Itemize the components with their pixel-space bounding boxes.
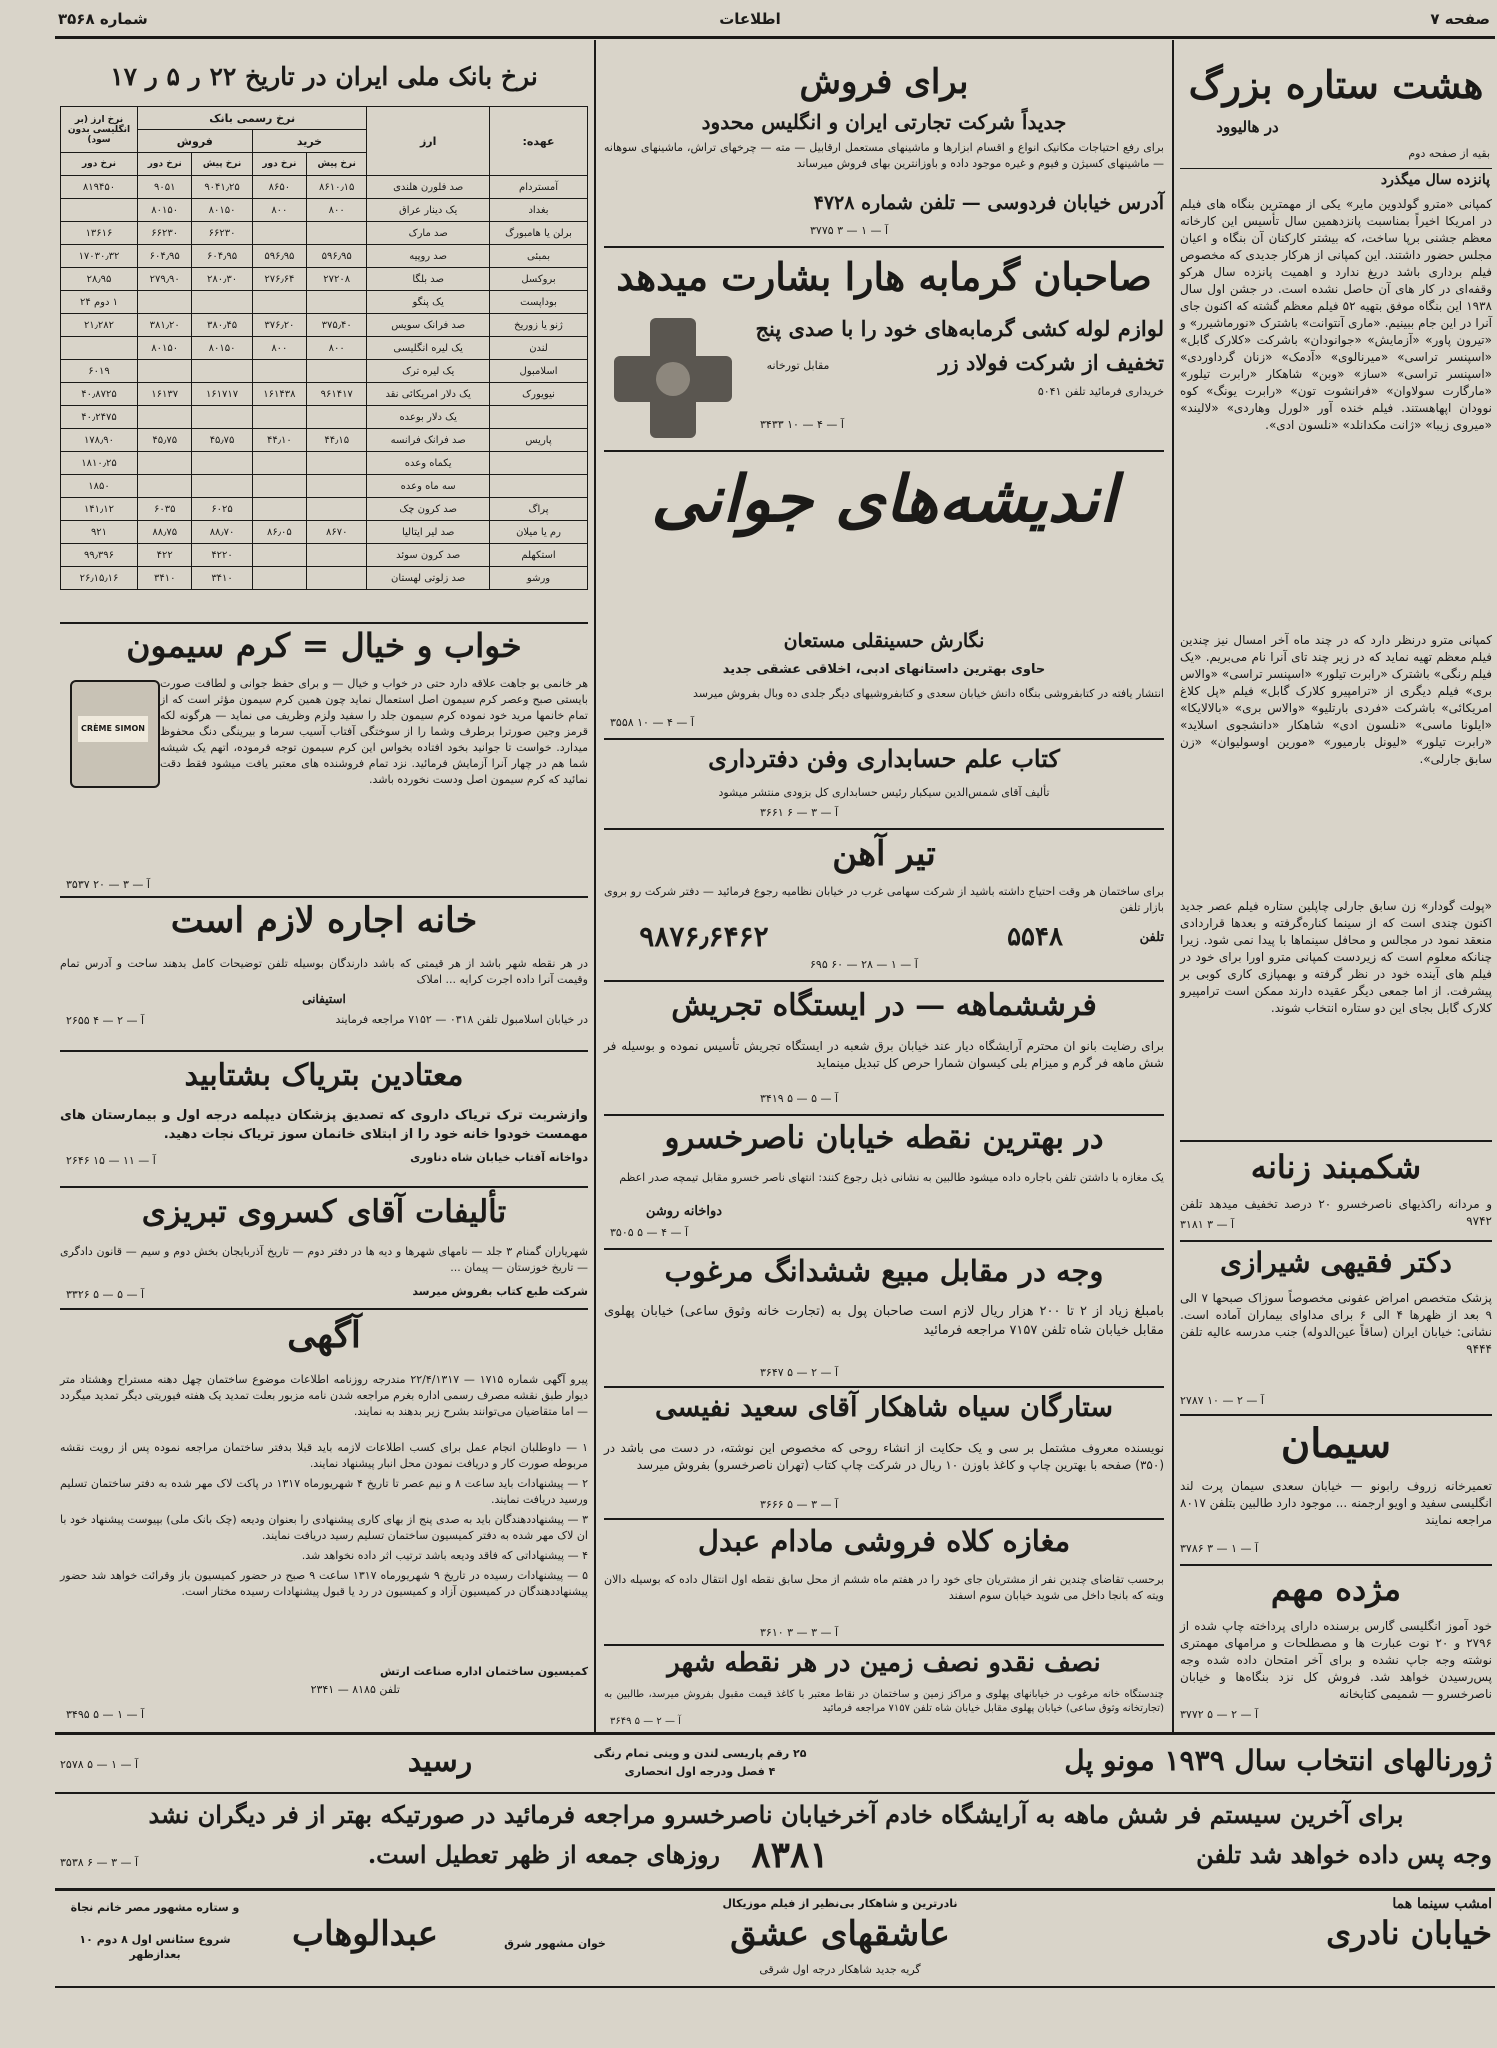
rate-cell-b1: ۹۶۱۴۱۷: [307, 383, 367, 406]
rate-cell-x: [61, 337, 138, 360]
rate-cell-cur: صد لیر ایتالیا: [367, 521, 490, 544]
cement-title: سیمان: [1280, 1420, 1392, 1467]
land-title: نصف نقدو نصف زمین در هر نقطه شهر: [667, 1648, 1101, 1678]
notice-items: [60, 1440, 588, 1660]
rate-cell-b2: ۸۰۰: [252, 199, 306, 222]
rate-cell-place: نیویورک: [490, 383, 588, 406]
rate-cell-place: برلن یا هامبورگ: [490, 222, 588, 245]
rate-cell-s2: ۳۸۱٫۲۰: [138, 314, 192, 337]
rate-cell-b2: [252, 475, 306, 498]
rule: [604, 1248, 1164, 1250]
rate-cell-b2: ۲۷۶٫۶۴: [252, 268, 306, 291]
rate-cell-cur: یک دلار امریکائی نقد: [367, 383, 490, 406]
rate-cell-b2: ۵۹۶٫۹۵: [252, 245, 306, 268]
rate-cell-s2: ۶۰۳۵: [138, 498, 192, 521]
rate-cell-b2: [252, 544, 306, 567]
nasser-body: یک مغازه با داشتن تلفن باجاره داده میشود طالبین به نشانی ذیل رجوع کنند: انتهای ناصر خسرو مقابل تیمچه صدر اعظم: [619, 1171, 1164, 1184]
issue-number: شماره ۳۵۶۸: [58, 10, 148, 28]
rule: [604, 450, 1164, 452]
rule: [1180, 1414, 1492, 1416]
rate-cell-place: [490, 452, 588, 475]
cinema-note: نادرترین و شاهکار بی‌نظیر از فیلم موزیکال: [722, 1897, 958, 1910]
rate-cell-b2: [252, 360, 306, 383]
rate-cell-b1: ۵۹۶٫۹۵: [307, 245, 367, 268]
tajrish-body: برای رضایت بانو ان محترم آرایشگاه دیار عند خیابان برق شعبه در ایستگاه تجریش تأسیس نموده و بوسیله فر شش ماهه فر گرم و میزام بلی کیسوان شمارا حرص کل تبدیل مینماید: [604, 1039, 1164, 1070]
rate-cell-cur: یک پنگو: [367, 291, 490, 314]
rate-cell-cur: صد بلگا: [367, 268, 490, 291]
column-rule-right: [1172, 40, 1174, 1732]
money-title: وجه در مقابل مبیع ششدانگ مرغوب: [664, 1254, 1104, 1288]
rate-cell-cur: صد مارک: [367, 222, 490, 245]
journals-code: ۲۵۷۸ آ — ۱ — ۵: [60, 1758, 139, 1771]
rate-cell-s1: [192, 291, 252, 314]
black-stars-title: ستارگان سیاه شاهکار آقای سعید نفیسی: [655, 1392, 1113, 1423]
h-term: نرخ دور: [252, 153, 306, 176]
journals-main: ژورنالهای انتخاب سال ۱۹۳۹ مونو پل: [1064, 1744, 1492, 1777]
cinema-actor: عبدالوهاب: [291, 1914, 439, 1954]
corset-code: ۳۱۸۱ آ — ۳: [1180, 1218, 1235, 1231]
tajrish-code: ۳۴۱۹ آ — ۵ — ۵: [760, 1092, 839, 1105]
bath-line-1: لوازم لوله کشی گرمابه‌های خود را با صدی پنج: [755, 316, 1164, 341]
rate-cell-s2: ۸۸٫۷۵: [138, 521, 192, 544]
rate-cell-b1: ۴۴٫۱۵: [307, 429, 367, 452]
rate-cell-s2: ۶۶۲۳۰: [138, 222, 192, 245]
rate-cell-x: ۱۸۵۰: [61, 475, 138, 498]
rate-row: [61, 360, 588, 383]
stars-subtitle: در هالیوود: [1216, 118, 1279, 136]
rate-cell-s1: ۸۸٫۷۰: [192, 521, 252, 544]
bath-line-2b: مقابل تورخانه: [766, 359, 830, 372]
rate-cell-s2: [138, 475, 192, 498]
iron-phones: ۹۸۷۶٫۶۴۶۲: [639, 920, 769, 953]
rates-table: [60, 106, 588, 620]
rate-cell-cur: یک دینار عراق: [367, 199, 490, 222]
rate-row: [61, 521, 588, 544]
rates-title: نرخ بانک ملی ایران در تاریخ ۲۲ ر ۵ ر ۱۷: [110, 62, 538, 91]
header-rule: [55, 36, 1495, 39]
rate-cell-b2: [252, 222, 306, 245]
rate-cell-place: بغداد: [490, 199, 588, 222]
rate-cell-b1: [307, 498, 367, 521]
rule: [60, 622, 588, 624]
rate-cell-s1: [192, 360, 252, 383]
bath-title: صاحبان گرمابه هارا بشارت میدهد: [616, 254, 1152, 299]
rate-cell-x: ۸۱۹۴۵۰: [61, 176, 138, 199]
rent-address: در خیابان اسلامبول تلفن ۰۳۱۸ — ۷۱۵۲ مراجعه فرمایند: [335, 1013, 588, 1026]
h-buy: خرید: [252, 130, 367, 153]
accounting-title: کتاب علم حسابداری وفن دفترداری: [708, 744, 1060, 773]
rate-row: [61, 498, 588, 521]
stars-title: هشت ستاره بزرگ: [1188, 62, 1484, 107]
rate-cell-s2: [138, 406, 192, 429]
rate-cell-x: ۱۴۱٫۱۲: [61, 498, 138, 521]
rate-cell-cur: یک لیره انگلیسی: [367, 337, 490, 360]
journals-mid: ۲۵ رقم پاریسی لندن و وینی تمام رنگی: [593, 1747, 807, 1760]
notice-footer: کمیسیون ساختمان اداره صناعت ارتش: [379, 1665, 588, 1678]
rate-cell-place: رم یا میلان: [490, 521, 588, 544]
page-number: صفحه ۷: [1430, 10, 1490, 28]
rate-cell-b2: [252, 452, 306, 475]
rate-cell-b2: [252, 567, 306, 590]
rate-cell-x: ۱ دوم ۲۴: [61, 291, 138, 314]
rate-cell-s1: ۶۰۴٫۹۵: [192, 245, 252, 268]
h-currency: ارز: [367, 107, 490, 176]
rate-cell-s2: ۳۴۱۰: [138, 567, 192, 590]
iron-code: ۶۹۵ آ — ۱ — ۲۸ — ۶۰: [810, 958, 918, 971]
rate-cell-s1: ۱۶۱۷۱۷: [192, 383, 252, 406]
notice-item: ۲ — پیشنهادات باید ساعت ۸ و نیم عصر تا تاریخ ۴ شهریورماه ۱۳۱۷ در پاکت لاک مهر شده به دفتر ساختمان تسلیم ورسید دریافت نمایند.: [60, 1477, 588, 1506]
kasravi-body: شهریاران گمنام ۳ جلد — نامهای شهرها و دیه ها در دفتر دوم — تاریخ آذربایجان بخش دوم و سیم — قانون دادگری — تاریخ خوزستان — پیمان ...: [60, 1245, 588, 1274]
rate-cell-b1: ۳۷۵٫۴۰: [307, 314, 367, 337]
cream-jar-icon: [70, 680, 160, 788]
rate-cell-x: ۱۷۸٫۹۰: [61, 429, 138, 452]
rate-cell-x: ۱۸۱۰٫۲۵: [61, 452, 138, 475]
rate-cell-s2: ۴۵٫۷۵: [138, 429, 192, 452]
money-body: بامبلغ زیاد از ۲ تا ۲۰۰ هزار ریال لازم است صاحبان پول به (تجارت خانه وثوق ساعی) خیابان پهلوی مقابل خیابان شاه تلفن ۷۱۵۷ مراجعه فرمائید: [604, 1304, 1165, 1338]
nasser-title: در بهترین نقطه خیابان ناصرخسرو: [664, 1120, 1104, 1156]
rent-title: خانه اجاره لازم است: [170, 900, 478, 941]
cream-code: ۳۵۳۷ آ — ۳ — ۲۰: [66, 878, 150, 891]
rate-row: [61, 176, 588, 199]
rate-cell-place: پراگ: [490, 498, 588, 521]
kasravi-seller: شرکت طبع کتاب بفروش میرسد: [412, 1285, 588, 1298]
sale-body: برای رفع احتیاجات مکانیک انواع و اقسام ابزارها و ماشینهای مستعمل ارقابیل — مته — چرخهای تراش، ماشینهای سوهانه — ماشینهای کسیژن و فیوم و غیره موجود داده و باوزانترین بهای فروش میرساند: [604, 141, 1164, 170]
thoughts-subtitle: حاوی بهترین داستانهای ادبی، اخلاقی عشقی جدید: [722, 662, 1046, 677]
rate-cell-place: بوداپست: [490, 291, 588, 314]
bath-code: ۳۴۳۳ آ — ۴ — ۱۰: [760, 418, 844, 431]
rate-cell-b1: ۸۰۰: [307, 199, 367, 222]
land-body: چندستگاه خانه مرغوب در خیابانهای پهلوی و مراکز زمین و ساختمان در نقاط معتبر با کاغذ قیمت مقبول بفروش میرسد، طالبین به (تجارتخانه وثوق ساعی) خیابان پهلوی مقابل خیابان شاه تلفن ۷۱۵۷ مراجعه فرمائید: [604, 1689, 1164, 1714]
black-stars-body: نویسنده معروف مشتمل بر سی و یک حکایت از انشاء روحی که مخصوص این نوشته، در دست می باشد در (۳۵۰) صفحه با بهترین چاپ و کاغذ باوزن ۱۰ ریال در شرکت چاپ کتاب (تهران ناصرخسرو) بفروش میرسد: [604, 1441, 1164, 1472]
salon-phone: ۸۳۸۱: [751, 1834, 829, 1876]
rate-cell-s2: ۲۷۹٫۹۰: [138, 268, 192, 291]
hats-body: برحسب تقاضای چندین نفر از مشتریان جای خود را در هفتم ماه ششم از محل سابق نقطه اول انتقال داده که بوسیله دالان ویته که بانجا داخل می شوید خیابان سوم اسفند: [604, 1573, 1164, 1602]
rate-cell-x: ۱۳۶۱۶: [61, 222, 138, 245]
rate-cell-b1: [307, 475, 367, 498]
rate-row: [61, 314, 588, 337]
rate-cell-place: ورشو: [490, 567, 588, 590]
rate-cell-s1: ۳۸۰٫۴۵: [192, 314, 252, 337]
rent-code: ۲۶۵۵ آ — ۲ — ۴: [66, 1014, 145, 1027]
rate-cell-cur: صد فرانک سویس: [367, 314, 490, 337]
kasravi-title: تألیفات آقای کسروی تبریزی: [141, 1194, 507, 1230]
rate-cell-place: [490, 475, 588, 498]
rule: [55, 1986, 1495, 1988]
rate-cell-s1: ۴۵٫۷۵: [192, 429, 252, 452]
rate-cell-s1: [192, 406, 252, 429]
rate-row: [61, 475, 588, 498]
rate-cell-b1: [307, 544, 367, 567]
rate-cell-cur: صد زلوتی لهستان: [367, 567, 490, 590]
rate-cell-x: ۶۰۱۹: [61, 360, 138, 383]
cement-code: ۳۷۸۶ آ — ۱ — ۳: [1180, 1542, 1259, 1555]
rate-cell-b2: ۸۶۵۰: [252, 176, 306, 199]
rate-row: [61, 429, 588, 452]
h-sell: فروش: [138, 130, 253, 153]
good-news-code: ۳۷۷۲ آ — ۲ — ۵: [1180, 1708, 1259, 1721]
thoughts-title: اندیشه‌های جوانی: [651, 462, 1117, 537]
rate-cell-x: ۴۰٫۸۷۲۵: [61, 383, 138, 406]
rate-cell-x: [61, 199, 138, 222]
accounting-body: تألیف آقای شمس‌الدین سیکبار رئیس حسابداری کل بزودی منتشر میشود: [718, 786, 1050, 799]
nasser-code: ۳۵۰۵ آ — ۴ — ۵: [610, 1226, 689, 1239]
cement-body: تعمیرخانه زروف رابونو — خیابان سعدی سیمان پرت لند انگلیسی سفید و اویو ارجمنه ... موجود دارد طالبین بتلفن ۸۰۱۷ مراجعه نمایند: [1180, 1479, 1492, 1527]
paper-name: اطلاعات: [719, 10, 781, 28]
rate-cell-place: اسلامبول: [490, 360, 588, 383]
rate-row: [61, 452, 588, 475]
rate-cell-x: ۲۱٫۲۸۲: [61, 314, 138, 337]
rule: [604, 980, 1164, 982]
rule: [604, 1386, 1164, 1388]
thoughts-code: ۳۵۵۸ آ — ۴ — ۱۰: [610, 716, 694, 729]
rate-cell-cur: صد کرون چک: [367, 498, 490, 521]
notice-item: ۳ — پیشنهاددهندگان باید به صدی پنج از بهای کاری پیشنهادی را بعنوان ودیعه (چک بانک ملی) بپیوست پیشنهاد خود با ان لاک مهر شده به دفتر کمیسیون ساختمان تسلیم رسید دریافت نمایند.: [60, 1513, 588, 1542]
rate-cell-s2: ۴۲۲: [138, 544, 192, 567]
rate-cell-place: بروکسل: [490, 268, 588, 291]
cinema-film: عاشقهای عشق: [730, 1914, 950, 1954]
rate-row: [61, 383, 588, 406]
black-stars-code: ۳۶۶۶ آ — ۳ — ۵: [760, 1498, 839, 1511]
rate-cell-s1: ۳۴۱۰: [192, 567, 252, 590]
cinema-reg: گریه جدید شاهکار درجه اول شرقی: [759, 1963, 921, 1976]
rule: [1180, 168, 1492, 169]
rate-cell-place: لندن: [490, 337, 588, 360]
rate-cell-b1: ۸۶۷۰: [307, 521, 367, 544]
stars-subheading: پانزده سال میگذرد: [1380, 172, 1490, 188]
rate-row: [61, 337, 588, 360]
sale-lead: جدیداً شرکت تجارتی ایران و انگلیس محدود: [701, 110, 1067, 134]
rate-row: [61, 268, 588, 291]
rate-cell-place: ژنو یا زوریخ: [490, 314, 588, 337]
rate-cell-place: آمستردام: [490, 176, 588, 199]
rate-cell-place: [490, 406, 588, 429]
rate-cell-s2: ۸۰۱۵۰: [138, 199, 192, 222]
rate-cell-b2: [252, 406, 306, 429]
rate-cell-s2: [138, 360, 192, 383]
bath-line-2: تخفیف از شرکت فولاد زر: [938, 350, 1164, 375]
h-official: نرخ رسمی بانک: [138, 107, 367, 130]
good-news-title: مژده مهم: [1270, 1570, 1402, 1608]
iron-title: تیر آهن: [832, 834, 936, 874]
rate-cell-s2: ۱۶۱۳۷: [138, 383, 192, 406]
hats-code: ۳۶۱۰ آ — ۳ — ۳: [760, 1626, 839, 1639]
rate-cell-s1: ۸۰۱۵۰: [192, 199, 252, 222]
rate-cell-cur: صد کرون سوئد: [367, 544, 490, 567]
rate-cell-s2: [138, 452, 192, 475]
cream-body: هر خانمی بو جاهت علاقه دارد حتی در خواب و خیال — و برای حفظ جوانی و لطافت صورت بایستی صبح وعصر کرم سیمون اصل استعمال نماید چون همین کرم سیمون مؤثر است که از تمام خانمها مرید خود نموده کرم سیمون جلد را سفید ولزم وظریف می نماید — هرگونه لکه قرمز وجین صورترا برطرف وشما را از سوختگی آفتاب آسیب سرما و بیرینگی دنگ محفوظ میدارد. خواست تا جوانید بخود افتاده بخواس این کرم سیمون توجه فرموده، اتهم یک شیشه شما هم در چهار آنرا آزمایش فرمائید. نزد تمام فروشنده های معتبر یافت میشود فقط دقت نمائید که کرم سیمون اصل ودست نخورده باشد.: [160, 677, 588, 786]
rule: [60, 896, 588, 898]
h-unit: عهده:: [490, 107, 588, 176]
money-code: ۳۶۴۷ آ — ۲ — ۵: [760, 1366, 839, 1379]
sale-code: ۳۷۷۵ آ — ۱ — ۳: [810, 224, 889, 237]
rate-cell-s1: ۸۰۱۵۰: [192, 337, 252, 360]
rule: [604, 1644, 1164, 1646]
stars-continued: بقیه از صفحه دوم: [1408, 147, 1490, 160]
rate-cell-place: استکهلم: [490, 544, 588, 567]
rate-cell-s1: [192, 452, 252, 475]
journals-tail: رسید: [407, 1744, 473, 1779]
doctor-title: دکتر فقیهی شیرازی: [1219, 1246, 1452, 1279]
rate-cell-cur: صد فرانک فرانسه: [367, 429, 490, 452]
rate-cell-x: ۹۲۱: [61, 521, 138, 544]
rate-cell-b1: [307, 291, 367, 314]
rate-cell-b1: ۸۰۰: [307, 337, 367, 360]
tajrish-title: فرششماهه — در ایستگاه تجریش: [671, 988, 1097, 1023]
rule: [604, 246, 1164, 248]
rate-cell-cur: یک دلار بوعده: [367, 406, 490, 429]
rate-cell-cur: صد فلورن هلندی: [367, 176, 490, 199]
rule: [1180, 1140, 1492, 1142]
rule: [60, 1308, 588, 1310]
rate-cell-x: ۲۶٫۱۵٫۱۶: [61, 567, 138, 590]
h-clearing: نرخ ارز (بر انگلیسی بدون سود): [61, 107, 138, 153]
rate-cell-b1: [307, 406, 367, 429]
rate-cell-b1: [307, 360, 367, 383]
cinema-actor-pre: خوان مشهور شرق: [504, 1937, 606, 1950]
notice-title: آگهی: [287, 1314, 361, 1356]
rule: [60, 1050, 588, 1052]
corset-title: شکمبند زنانه: [1250, 1148, 1422, 1186]
good-news-body: خود آموز انگلیسی گارس برسنده دارای پرداخته چاپ شده از ۲۷۹۶ و ۲۰ نوت عبارت ها و مصطلحات و مرامهای مهمتری نوشته وجه جاپ نشده و برای آخر امتحان داده شده وجه پس‌رسیدن خواهد شد. فروش کل نزد بنگاه‌ها و خیابان ناصرخسرو — شمیمی کتابخانه: [1180, 1619, 1492, 1701]
column-rule-left: [594, 40, 596, 1732]
iron-tel: ۵۵۴۸: [1007, 922, 1063, 952]
kasravi-code: ۳۳۲۶ آ — ۵ — ۵: [66, 1288, 145, 1301]
bath-line-3: خریداری فرمائید تلفن ۵۰۴۱: [1037, 385, 1164, 398]
cream-badge: CRÈME SIMON: [78, 716, 148, 742]
rate-cell-b1: [307, 452, 367, 475]
rate-row: [61, 567, 588, 590]
hats-title: مغازه کلاه فروشی مادام عبدل: [697, 1524, 1071, 1558]
accounting-code: ۳۶۶۱ آ — ۳ — ۶: [760, 806, 839, 819]
rule: [604, 1114, 1164, 1116]
salon-line-3: روزهای جمعه از ظهر تعطیل است.: [367, 1840, 720, 1869]
rate-cell-x: ۹۹٫۳۹۶: [61, 544, 138, 567]
rate-row: [61, 544, 588, 567]
cinema-tonight-label: امشب سینما هما: [1392, 1896, 1492, 1912]
rate-cell-s1: ۶۰۲۵: [192, 498, 252, 521]
notice-tel: تلفن ۸۱۸۵ — ۲۳۴۱: [310, 1683, 400, 1696]
opium-title: معتادین بتریاک بشتابید: [184, 1058, 464, 1093]
rule: [55, 1792, 1495, 1794]
doctor-code: ۲۷۸۷ آ — ۲ — ۱۰: [1180, 1394, 1264, 1407]
salon-line-2: وجه پس داده خواهد شد تلفن: [1196, 1840, 1492, 1869]
doctor-body: پزشک متخصص امراض عفونی مخصوصاً سوزاک صبحها ۷ الی ۹ بعد از ظهرها ۴ الی ۶ برای مداوای بیماران آماده است. نشانی: خیابان ایران (ساقاً عین‌الدوله) جنب مدرسه عالیه تلفن ۹۴۴۴: [1180, 1291, 1492, 1356]
rate-cell-s1: ۴۲۲۰: [192, 544, 252, 567]
rule: [1180, 1240, 1492, 1242]
rate-cell-b2: ۳۷۶٫۲۰: [252, 314, 306, 337]
iron-body: برای ساختمان هر وقت احتیاج داشته باشید از شرکت سهامی غرب در خیابان نظامیه رجوع فرمائید — دفتر شرکت رو بروی بازار تلفن: [604, 885, 1164, 914]
rent-name: استیفانی: [302, 992, 346, 1006]
iron-tel-label: تلفن: [1139, 930, 1164, 945]
stars-body-2: کمپانی مترو درنظر دارد که در چند ماه آخر امسال نیز چندین فیلم معظم تهیه نماید که در زیر چند تای آنرا نام می‌بریم. «یک فیلم رنگی» باشترک «رابرت تیلور» «اسپنسر تراسی» «والاس بری» فیلم دیگری از «ترامپیرو کلارک گابل» فیلم «پل کلاغ امریکائی» باشرکت «فردی بارتلیو» «والاس بری» «بالالایکا» «ایلونا ماسی» «نلسون ادی» شاهکار «دانشجوی اسلاید» «رابرت تیلور» «لیونل بارمیور» «مورین اوسولیوان» «زن سابق جارلی».: [1180, 633, 1492, 766]
rate-cell-b2: [252, 498, 306, 521]
notice-item: ۵ — پیشنهادات رسیده در تاریخ ۹ شهریورماه ۱۳۱۷ ساعت ۹ صبح در حضور کمیسیون باز وقرائت خواهد شد حضور پیشنهاددهندگان در کمیسیون آزاد و کمیسیون در رد یا قبول پیشنهادات رسیده مختار است.: [60, 1569, 588, 1598]
cream-title: خواب و خیال = کرم سیمون: [126, 626, 522, 665]
rate-cell-x: ۴۰٫۲۴۷۵: [61, 406, 138, 429]
cinema-street: خیابان نادری: [1326, 1914, 1492, 1952]
rule: [604, 828, 1164, 830]
rate-cell-cur: یک لیره ترک: [367, 360, 490, 383]
rate-row: [61, 291, 588, 314]
journals-side: ۴ فصل ودرجه اول انحصاری: [624, 1765, 776, 1778]
rate-row: [61, 406, 588, 429]
rate-cell-place: بمبئی: [490, 245, 588, 268]
h-cash: نرخ پیش: [307, 153, 367, 176]
h-last: نرخ دور: [61, 153, 138, 176]
rate-cell-place: پاریس: [490, 429, 588, 452]
thoughts-author: نگارش حسینقلی مستعان: [783, 630, 985, 652]
h-pay: نرخ پیش: [192, 153, 252, 176]
rate-cell-s2: ۹۰۵۱: [138, 176, 192, 199]
opium-code: ۲۶۴۶ آ — ۱۱ — ۱۵: [66, 1154, 156, 1167]
rate-cell-cur: صد روپیه: [367, 245, 490, 268]
rule: [1180, 1564, 1492, 1566]
rate-cell-cur: یکماه وعده: [367, 452, 490, 475]
rule: [55, 1732, 1495, 1735]
rule: [55, 1888, 1495, 1891]
rate-cell-s1: ۹۰۴۱٫۲۵: [192, 176, 252, 199]
salon-code: ۳۵۳۸ آ — ۳ — ۶: [60, 1856, 139, 1869]
rate-cell-b1: ۲۷۲۰۸: [307, 268, 367, 291]
rate-cell-b2: ۸۰۰: [252, 337, 306, 360]
rate-cell-b2: ۱۶۱۴۳۸: [252, 383, 306, 406]
opium-name: دواخانه آفتاب خیابان شاه دناوری: [410, 1151, 588, 1164]
notice-item: ۴ — پیشنهاداتی که فاقد ودیعه باشد ترتیب اثر داده نخواهد شد.: [301, 1549, 588, 1562]
notice-item: ۱ — داوطلبان انجام عمل برای کسب اطلاعات لازمه باید قبلا بدفتر ساختمان مراجعه نموده پس از رویت نقشه مربوطه صورت کار و دریافت نمودن محل انبار پیشنهاد نمایند.: [60, 1441, 588, 1470]
rate-row: [61, 222, 588, 245]
land-code: ۳۶۴۹ آ — ۲ — ۵: [610, 1716, 681, 1727]
stars-body-3: «پولت گودار» زن سابق جارلی چاپلین ستاره فیلم عصر جدید اکنون چندی است که از سینما کناره‌گرفته و بعدها قراردادی منعقد نمود در مجالس و محافل سینماها با پیدا نمی شود. زیرا چنانکه معلوم است که زیردست کمپانی مترو اورا برای خود در فیلم های آینده خود در نظر گرفته و بهمپازی کاری کوبی بر پیشرفت. از اما جمعی دیگر عقیده دارند ممکن است ترامپیرو کلارک گابل بجای این دو ستاره انتخاب شوند.: [1180, 899, 1492, 1015]
rate-cell-b1: [307, 222, 367, 245]
rate-cell-cur: سه ماه وعده: [367, 475, 490, 498]
cinema-star: و ستاره مشهور مصر خانم نجاة: [70, 1901, 240, 1914]
h-pay2: نرخ دور: [138, 153, 192, 176]
rule: [604, 1518, 1164, 1520]
notice-code: ۳۴۹۵ آ — ۱ — ۵: [66, 1708, 145, 1721]
rule: [604, 738, 1164, 740]
rate-cell-b2: ۴۴٫۱۰: [252, 429, 306, 452]
rate-cell-x: ۲۸٫۹۵: [61, 268, 138, 291]
nasser-name: دواخانه روشن: [645, 1204, 723, 1219]
rate-cell-s2: ۶۰۴٫۹۵: [138, 245, 192, 268]
rate-cell-b1: ۸۶۱۰٫۱۵: [307, 176, 367, 199]
opium-body: وازشربت ترک تریاک داروی که تصدیق پزشکان دیپلمه درجه اول و بیمارستان های مهمست خودوا خانه خود را از ابتلای خانمان سوز تریاک نجات دهید.: [60, 1108, 588, 1142]
rate-row: [61, 199, 588, 222]
sale-address: آدرس خیابان فردوسی — تلفن شماره ۴۷۲۸: [813, 192, 1164, 214]
rule: [60, 1186, 588, 1188]
rate-cell-s1: ۶۶۲۳۰: [192, 222, 252, 245]
notice-intro: پیرو آگهی شماره ۱۷۱۵ — ۲۲/۴/۱۳۱۷ مندرجه روزنامه اطلاعات موضوع ساختمان چهل دهنه مستراح وهشتاد متر دیوار طبق نقشه مصرف رسمی اداره بغرم مراجعه شدن نامه مزبور بعلت تمدید یک هفته فیوریتی دیگر تمدید میگردد — اما متقاضیان می‌توانند بشرح زیر بدهند به نمایند.: [60, 1373, 588, 1418]
rate-cell-b1: [307, 567, 367, 590]
rate-row: [61, 245, 588, 268]
rate-cell-b2: ۸۶٫۰۵: [252, 521, 306, 544]
rate-cell-b2: [252, 291, 306, 314]
sale-title: برای فروش: [799, 62, 969, 102]
rent-body: در هر نقطه شهر باشد از هر قیمتی که باشد دارندگان بوسیله تلفن توضیحات کامل بدهند ساحت و آدرس تمام وقیمت آنرا داده اجرت کرایه ... املاک: [60, 957, 588, 986]
rate-cell-x: ۱۷۰۳۰٫۳۲: [61, 245, 138, 268]
cinema-times: شروع سئانس اول ۸ دوم ۱۰ بعدازظهر: [79, 1933, 231, 1961]
salon-line-1: برای آخرین سیستم فر شش ماهه به آرایشگاه خادم آخرخیابان ناصرخسرو مراجعه فرمائید در صورتیکه بهتر از فر دیگران نشد: [148, 1800, 1404, 1829]
rate-cell-s2: [138, 291, 192, 314]
corset-body: و مردانه راکذیهای ناصرخسرو ۲۰ درصد تخفیف میدهد تلفن ۹۷۴۲: [1180, 1197, 1492, 1228]
thoughts-body: انتشار یافته در کتابفروشی بنگاه دانش خیابان سعدی و کتابفروشیهای دیگر جلدی ده وبال بفروش میرسد: [692, 687, 1164, 700]
rate-cell-s2: ۸۰۱۵۰: [138, 337, 192, 360]
stars-body: کمپانی «مترو گولدوین مایر» یکی از مهمترین بنگاه های فیلم در امریکا اخیراً بمناسبت پانزدهمین سال تأسیس این کارخانه معظم جشنی برپا ساخت، که بیشتر کارکنان آن بنگاه و اعیان مجلس حضور داشتند. این کمپانی از هرکار جدیدی که مخصوص فیلم برداری باشد دریغ ندارد و اهمیت پانزده سال هرکو وقفه‌ای در کار های آن حاصل نشده است. در جشن اول سال ۱۹۳۸ این بنگاه موفق بتهیه ۵۲ فیلم معظم گشته که اکنون جای آنرا در این جام ببینیم. «ماری آنتوانت» باشترک «نورماشیرر» و «تیرون پاور» «آزمایش» «جوانودان» باشرکت «کلارک گابل» «اسپنسر تراسی» «میرنالوی» «آدمک» «زنان گرداوردی» «اسپنسر تراسی» «ساز» «وبن» شاهکار «رابرت تیلور» «مارگارت سولاوان» «فرانشوت تون» «رابرت یونگ» کوه نوودان اپهاهستند. فیلم خنده آور «لورل وهاردی» «لالیند» «میروی زیبا» «ژانت مکدانلد» «نلسون ادی».: [1180, 197, 1492, 432]
rate-cell-s1: [192, 475, 252, 498]
rate-cell-s1: ۲۸۰٫۳۰: [192, 268, 252, 291]
